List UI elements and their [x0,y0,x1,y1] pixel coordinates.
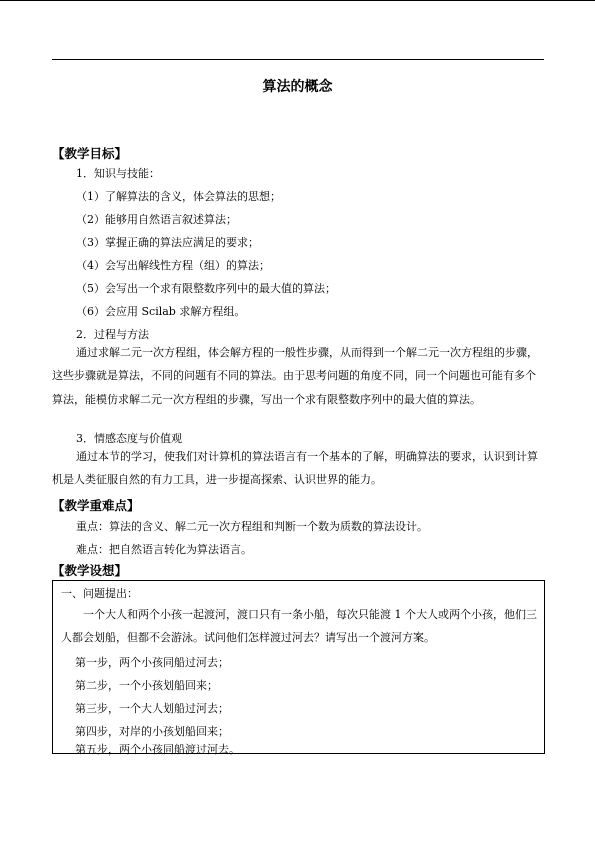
heading-keypoints: 【教学重难点】 [52,498,140,513]
sub-process-method: 2．过程与方法 [76,328,149,341]
attitude-values-paragraph: 通过本节的学习，使我们对计算机的算法语言有一个基本的了解，明确算法的要求，认识到计算机是人类征服自然的有力工具，进一步提高探索、认识世界的能力。 [52,450,538,487]
step-item: 第一步，两个小孩同船过河去； [75,656,229,669]
difficult-point: 难点：把自然语言转化为算法语言。 [76,543,252,556]
step-item: 第二步，一个小孩划船回来； [75,679,218,692]
process-method-paragraph: 通过求解二元一次方程组，体会解方程的一般性步骤，从而得到一个解二元一次方程组的步骤，这些步骤就是算法，不同的问题有不同的算法。由于思考问题的角度不同，同一个问题也可能有多个算法，能模仿求解二元一次方程组的步骤，写出一个求有限整数序列中的最大值的算法。 [52,346,538,406]
page-top-border [0,0,595,1]
header-rule [52,59,544,60]
sub-knowledge-skills: 1．知识与技能： [76,167,160,180]
key-point: 重点：算法的含义、解二元一次方程组和判断一个数为质数的算法设计。 [76,520,428,533]
page-title: 算法的概念 [262,79,333,95]
step-item: 第五步，两个小孩同船渡过河去。 [75,743,240,756]
objective-item: （6）会应用 Scilab 求解方程组。 [76,305,246,318]
objective-item: （2）能够用自然语言叙述算法； [76,213,237,226]
step-item: 第三步，一个大人划船过河去； [75,702,229,715]
problem-text: 一个大人和两个小孩一起渡河，渡口只有一条小船，每次只能渡 1 个大人或两个小孩，他们三人都会划船，但都不会游泳。试问他们怎样渡过河去？请写出一个渡河方案。 [61,608,537,645]
heading-design: 【教学设想】 [52,563,128,578]
objective-item: （4）会写出解线性方程（组）的算法； [76,259,270,272]
problem-title: 一、问题提出： [61,587,138,600]
heading-objectives: 【教学目标】 [52,146,128,161]
sub-attitude-values: 3．情感态度与价值观 [76,432,182,445]
objective-item: （1）了解算法的含义，体会算法的思想； [76,190,281,203]
objective-item: （5）会写出一个求有限整数序列中的最大值的算法； [76,282,336,295]
objective-item: （3）掌握正确的算法应满足的要求； [76,236,259,249]
step-item: 第四步，对岸的小孩划船回来； [75,725,229,738]
design-box [52,580,545,754]
